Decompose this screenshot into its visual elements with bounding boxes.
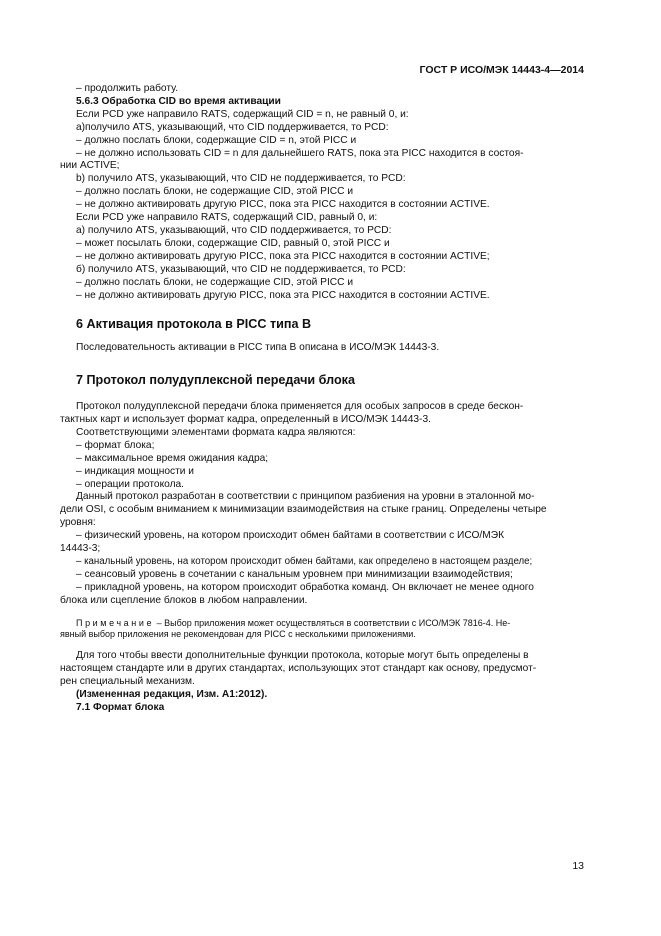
list-item: – канальный уровень, на котором происходит обмен байтами, как определено в настоящем разделе; — [76, 556, 533, 567]
text-line: нии ACTIVE; — [60, 160, 120, 172]
note-text: явный выбор приложения не рекомендован для PICC с несколькими приложениями. — [60, 629, 416, 640]
text-line: Протокол полудуплексной передачи блока применяется для особых запросов в среде бескон- — [76, 401, 524, 413]
document-body — [60, 83, 586, 715]
text-line: настоящем стандарте или в других стандартах, использующих этот стандарт как основу, предусмот- — [60, 663, 537, 675]
text-line: – может посылать блоки, содержащие CID, равный 0, этой PICC и — [76, 237, 390, 249]
list-item: – прикладной уровень, на котором происходит обработка команд. Он включает не менее одного — [76, 581, 534, 593]
text-line: – не должно активировать другую PICC, пока эта PICC находится в состоянии ACTIVE. — [76, 199, 490, 211]
text-line: Если PCD уже направило RATS, содержащий CID, равный 0, и: — [76, 212, 378, 224]
list-item: – формат блока; — [76, 439, 155, 451]
text-line: Последовательность активации в PICC типа B описана в ИСО/МЭК 14443-3. — [76, 342, 440, 354]
note — [60, 617, 586, 641]
section-6-heading: 6 Активация протокола в PICC типа B — [76, 317, 312, 332]
amendment-note: (Измененная редакция, Изм. А1:2012). — [76, 689, 268, 701]
text-line: – не должно активировать другую PICC, пока эта PICC находится в состоянии ACTIVE. — [76, 289, 490, 301]
list-item: – индикация мощности и — [76, 465, 194, 477]
list-item: – операции протокола. — [76, 478, 185, 490]
text-line: – не должно использовать CID = n для дальнейшего RATS, пока эта PICC находится в состоя- — [76, 147, 524, 159]
text-line: – продолжить работу. — [76, 83, 179, 94]
text-line: Данный протокол разработан в соответствии с принципом разбиения на уровни в эталонной мо- — [76, 491, 535, 503]
text-line: – должно послать блоки, содержащие CID = n, этой PICC и — [76, 134, 357, 146]
text-line: а) получило ATS, указывающий, что CID поддерживается, то PCD: — [76, 224, 392, 236]
text-line: Соответствующими элементами формата кадра являются: — [76, 426, 356, 438]
document-header: ГОСТ Р ИСО/МЭК 14443-4—2014 — [419, 64, 584, 76]
list-item: – физический уровень, на котором происходит обмен байтами в соответствии с ИСО/МЭК — [76, 530, 505, 542]
text-line: а)получило ATS, указывающий, что CID поддерживается, то PCD: — [76, 121, 389, 133]
text-line: рен специальный механизм. — [60, 676, 195, 688]
text-line: – должно послать блоки, не содержащие CID, этой PICC и — [76, 186, 354, 198]
text-line: – должно послать блоки, не содержащие CID, этой PICC и — [76, 276, 354, 288]
text-line: 14443-3; — [60, 543, 101, 555]
list-item: – максимальное время ожидания кадра; — [76, 452, 269, 464]
text-line: б) получило ATS, указывающий, что CID не поддерживается, то PCD: — [76, 263, 406, 275]
note-text: – Выбор приложения может осуществляться в соответствии с ИСО/МЭК 7816-4. Не- — [154, 617, 511, 628]
text-line: Если PCD уже направило RATS, содержащий CID = n, не равный 0, и: — [76, 108, 409, 120]
note-label: Примечание — [76, 617, 155, 628]
text-line: – не должно активировать другую PICC, пока эта PICC находится в состоянии ACTIVE; — [76, 250, 490, 262]
text-line: дели OSI, с особым вниманием к минимизации взаимодействия на стыке границ. Определены четыре — [60, 504, 547, 516]
text-line: тактных карт и использует формат кадра, определенный в ИСО/МЭК 14443-3. — [60, 414, 431, 426]
subsection-heading: 5.6.3 Обработка CID во время активации — [76, 95, 281, 107]
list-item: – сеансовый уровень в сочетании с канальным уровнем при минимизации взаимодействия; — [76, 568, 513, 580]
text-line: блока или сцепление блоков в любом направлении. — [60, 594, 308, 606]
text-line: b) получило ATS, указывающий, что CID не поддерживается, то PCD: — [76, 173, 406, 185]
subsection-heading: 7.1 Формат блока — [76, 702, 165, 714]
section-7-heading: 7 Протокол полудуплексной передачи блока — [76, 373, 355, 388]
text-line: Для того чтобы ввести дополнительные функции протокола, которые могут быть определены в — [76, 650, 529, 662]
text-line: уровня: — [60, 517, 96, 529]
page-number: 13 — [572, 860, 584, 872]
